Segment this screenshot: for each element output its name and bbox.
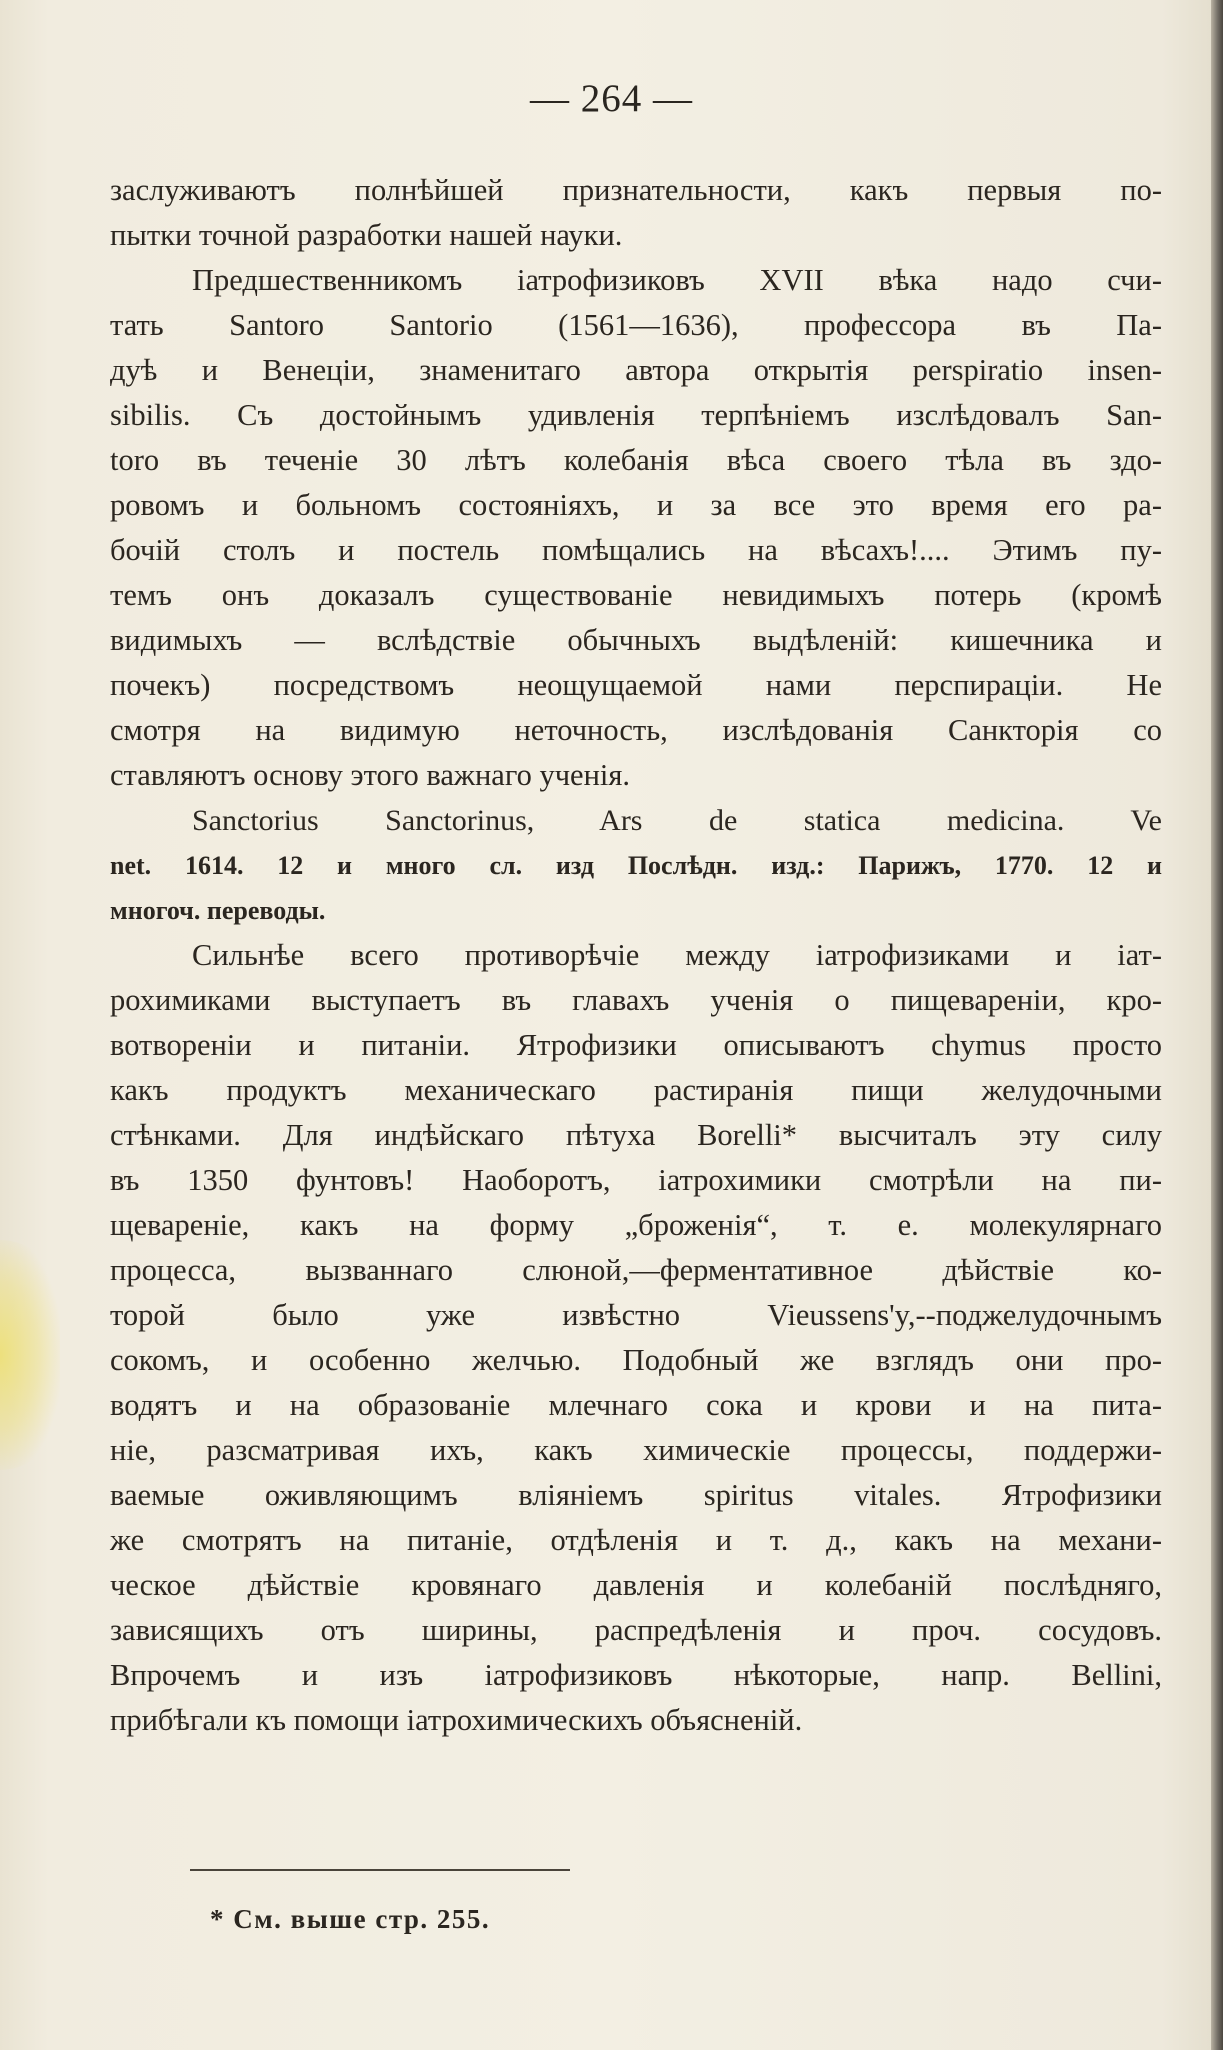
- text-line: ваемые оживляющимъ вліяніемъ spiritus vitales. Ятрофизики: [110, 1478, 1162, 1512]
- text-line: бочій столъ и постель помѣщались на вѣсахъ!.... Этимъ пу-: [110, 533, 1162, 567]
- paper-stain: [0, 1240, 60, 1470]
- text-line: почекъ) посредствомъ неощущаемой нами перспираціи. Не: [110, 668, 1162, 702]
- text-line: торой было уже извѣстно Vieussens'y,--поджелудочнымъ: [110, 1298, 1162, 1332]
- text-line: рохимиками выступаетъ въ главахъ ученія о пищевареніи, кро-: [110, 983, 1162, 1017]
- text-line: дуѣ и Венеціи, знаменитаго автора открытія perspiratio insen-: [110, 353, 1162, 387]
- text-line: зависящихъ отъ ширины, распредѣленія и проч. сосудовъ.: [110, 1613, 1162, 1647]
- text-line: сокомъ, и особенно желчью. Подобный же взглядъ они про-: [110, 1343, 1162, 1377]
- text-line: Предшественникомъ іатрофизиковъ XVII вѣка надо счи-: [192, 263, 1162, 297]
- page-edge-shadow: [1211, 0, 1223, 2050]
- text-line: прибѣгали къ помощи іатрохимическихъ объясненій.: [110, 1703, 803, 1737]
- text-line: темъ онъ доказалъ существованіе невидимыхъ потерь (кромѣ: [110, 578, 1162, 612]
- main-text: [110, 168, 1162, 1743]
- text-line: toro въ теченіе 30 лѣтъ колебанія вѣса своего тѣла въ здо-: [110, 443, 1162, 477]
- text-line: ровомъ и больномъ состояніяхъ, и за все это время его ра-: [110, 488, 1162, 522]
- text-line: стѣнками. Для индѣйскаго пѣтуха Borelli* высчиталъ эту силу: [110, 1118, 1162, 1152]
- reference-line: net. 1614. 12 и много сл. изд Послѣдн. изд.: Парижъ, 1770. 12 и: [110, 851, 1162, 880]
- text-line: Впрочемъ и изъ іатрофизиковъ нѣкоторые, напр. Bellini,: [110, 1658, 1162, 1692]
- text-line: sibilis. Съ достойнымъ удивленія терпѣніемъ изслѣдовалъ San-: [110, 398, 1162, 432]
- text-line: вотвореніи и питаніи. Ятрофизики описываютъ chymus просто: [110, 1028, 1162, 1062]
- text-line: смотря на видимую неточность, изслѣдованія Санкторія со: [110, 713, 1162, 747]
- text-line: видимыхъ — вслѣдствіе обычныхъ выдѣленій: кишечника и: [110, 623, 1162, 657]
- text-line: водятъ и на образованіе млечнаго сока и крови и на пита-: [110, 1388, 1162, 1422]
- text-line: ніе, разсматривая ихъ, какъ химическіе процессы, поддержи-: [110, 1433, 1162, 1467]
- reference-line: многоч. переводы.: [110, 896, 326, 925]
- text-line: въ 1350 фунтовъ! Наоборотъ, іатрохимики смотрѣли на пи-: [110, 1163, 1162, 1197]
- text-line: же смотрятъ на питаніе, отдѣленія и т. д., какъ на механи-: [110, 1523, 1162, 1557]
- text-line: пытки точной разработки нашей науки.: [110, 218, 623, 252]
- text-line: какъ продуктъ механическаго растиранія пищи желудочными: [110, 1073, 1162, 1107]
- text-line: тать Santoro Santorio (1561—1636), профессора въ Па-: [110, 308, 1162, 342]
- page-number: — 264 —: [530, 77, 693, 120]
- text-line: ческое дѣйствіе кровянаго давленія и колебаній послѣдняго,: [110, 1568, 1162, 1602]
- footnote-divider: [190, 1869, 570, 1871]
- text-line: заслуживаютъ полнѣйшей признательности, какъ первыя по-: [110, 173, 1162, 207]
- text-line: щевареніе, какъ на форму „броженія“, т. е. молекулярнаго: [110, 1208, 1162, 1242]
- text-line: Сильнѣе всего противорѣчіе между іатрофизиками и іат-: [192, 938, 1162, 972]
- reference-line: Sanctorius Sanctorinus, Ars de statica medicina. Ve: [192, 804, 1162, 837]
- text-line: процесса, вызваннаго слюной,—ферментативное дѣйствіе ко-: [110, 1253, 1162, 1287]
- footnote: * См. выше стр. 255.: [210, 1904, 491, 1934]
- text-line: ставляютъ основу этого важнаго ученія.: [110, 758, 631, 792]
